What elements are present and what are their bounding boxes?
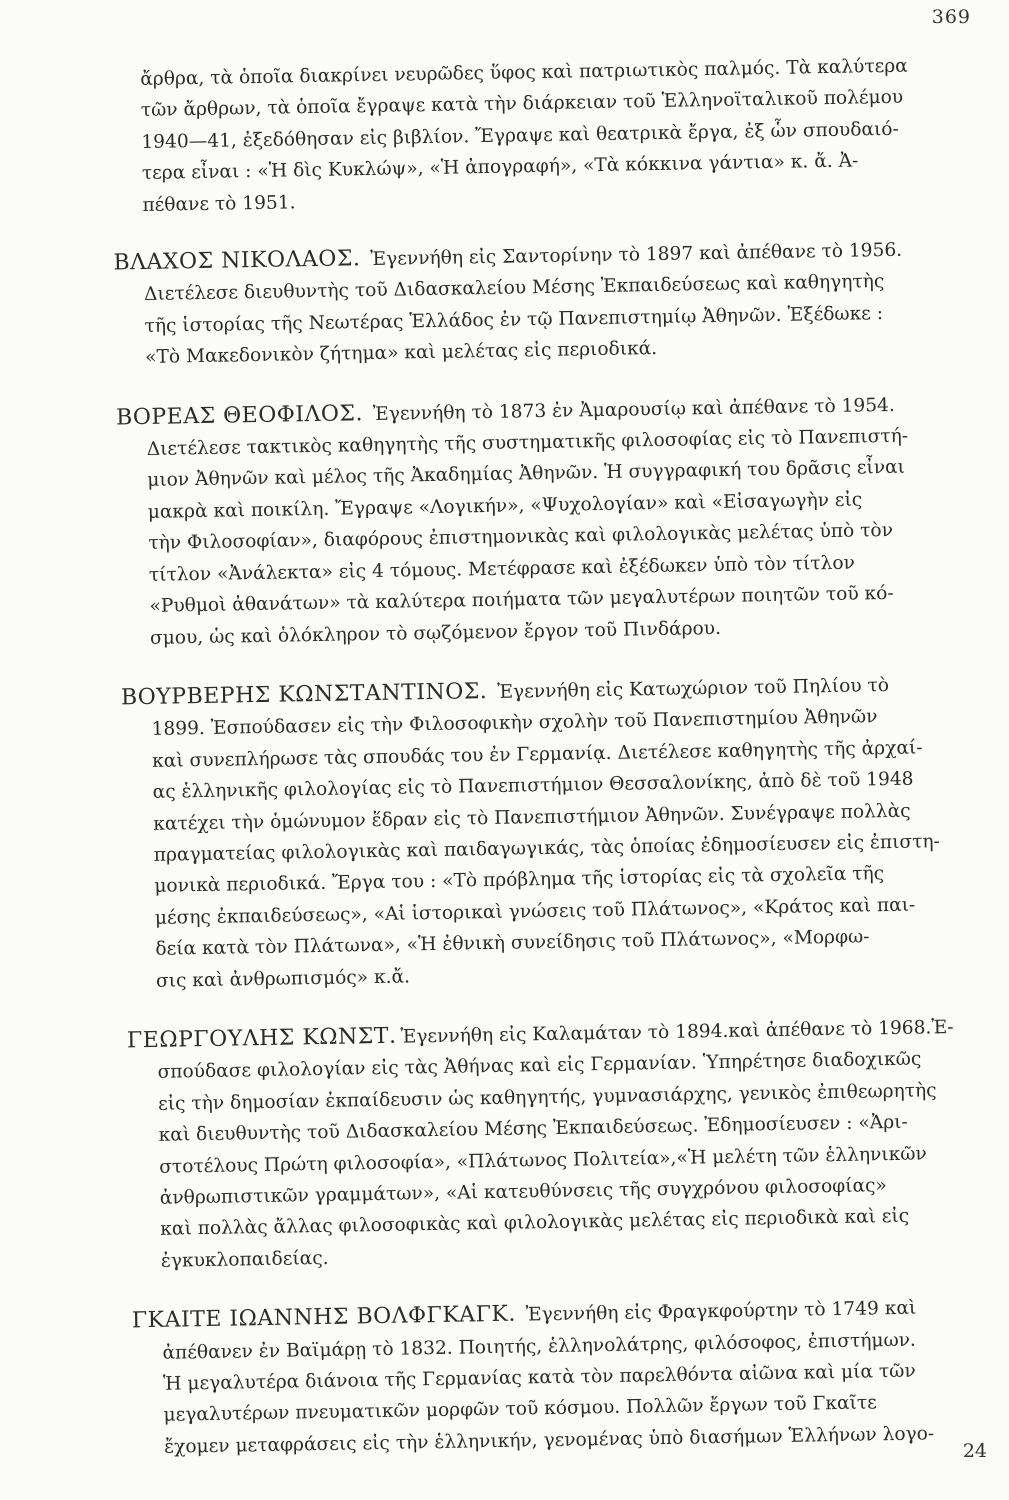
text-line: μέσης ἐκπαιδεύσεως», «Αἱ ἱστορικαὶ γνώσεις τοῦ Πλάτωνος», «Κράτος καὶ παι- bbox=[154, 894, 916, 929]
text-line: σπούδασε φιλολογίαν εἰς τὰς Ἀθήνας καὶ εἰς Γερμανίαν. Ὑπηρέτησε διαδοχικῶς bbox=[157, 1048, 922, 1084]
text-line: καὶ πολλὰς ἄλλας φιλοσοφικὰς καὶ φιλολογικὰς μελέτας εἰς περιοδικὰ καὶ εἰς bbox=[160, 1206, 910, 1241]
text-line: σμου, ὡς καὶ ὁλόκληρον τὸ σῳζόμενον ἔργον τοῦ Πινδάρου. bbox=[149, 617, 722, 649]
text-line: 1940—41, ἐξεδόθησαν εἰς βιβλίον. Ἔγραψε καὶ θεατρικὰ ἔργα, ἐξ ὧν σπουδαιό- bbox=[141, 118, 899, 153]
entry-vlachos bbox=[113, 232, 990, 373]
text-line: «Ρυθμοὶ ἀθανάτων» τὰ καλύτερα ποιήματα τῶν μεγαλυτέρων ποιητῶν τοῦ κό- bbox=[149, 583, 894, 618]
entry-intro: Ἐγεννήθη εἰς Καλαμάταν τὸ 1894.καὶ ἀπέθανε τὸ 1968.Ἐ- bbox=[400, 1016, 954, 1048]
entry-name: ΒΟΡΕΑΣ ΘΕΟΦΙΛΟΣ. bbox=[115, 400, 364, 431]
text-line: σις καὶ ἀνθρωπισμός» κ.ἄ. bbox=[155, 965, 411, 992]
text-line: ἄρθρα, τὰ ὁποῖα διακρίνει νευρῶδες ὕφος καὶ πατριωτικὸς παλμός. Τὰ καλύτερα bbox=[140, 55, 908, 90]
entry-vourveris bbox=[120, 667, 1001, 997]
text-line: τῆς ἱστορίας τῆς Νεωτέρας Ἑλλάδος ἐν τῷ Πανεπιστημίῳ Ἀθηνῶν. Ἐξέδωκε : bbox=[144, 302, 884, 337]
text-line: δεία κατὰ τὸν Πλάτωνα», «Ἡ ἐθνικὴ συνείδησις τοῦ Πλάτωνος», «Μορφω- bbox=[155, 926, 870, 961]
text-line: τίτλον «Ἀνάλεκτα» εἰς 4 τόμους. Μετέφρασε καὶ ἐξέδωκεν ὑπὸ τὸν τίτλον bbox=[148, 552, 856, 586]
text-line: «Τὸ Μακεδονικὸν ζήτημα» καὶ μελέτας εἰς περιοδικά. bbox=[144, 338, 658, 369]
text-line: ἀπέθανεν ἐν Βαϊμάρῃ τὸ 1832. Ποιητής, ἑλληνολάτρης, φιλόσοφος, ἐπιστήμων. bbox=[162, 1329, 917, 1364]
page-number: 369 bbox=[931, 6, 971, 28]
text-line: καὶ συνεπλήρωσε τὰς σπουδάς του ἐν Γερμανίᾳ. Διετέλεσε καθηγητὴς τῆς ἀρχαί- bbox=[151, 737, 923, 772]
entry-name: ΒΛΑΧΟΣ ΝΙΚΟΛΑΟΣ. bbox=[113, 246, 361, 276]
text-line: τερα εἶναι : «Ἡ δὶς Κυκλώψ», «Ἡ ἀπογραφή», «Τὰ κόκκινα γάντια» κ. ἄ. Ἀ- bbox=[141, 150, 859, 185]
entry-name: ΓΚΑΙΤΕ ΙΩΑΝΝΗΣ ΒΟΛΦΓΚΑΓΚ. bbox=[131, 1301, 517, 1334]
text-line: μιον Ἀθηνῶν καὶ μέλος τῆς Ἀκαδημίας Ἀθηνῶν. Ἡ συγγραφική του δρᾶσις εἶναι bbox=[147, 457, 906, 492]
text-line: ἔχομεν μεταφράσεις εἰς τὴν ἑλληνικήν, γενομένας ὑπὸ διασήμων Ἑλλήνων λογο- bbox=[163, 1423, 935, 1458]
signature-mark: 24 bbox=[962, 1440, 987, 1462]
text-line: 1899. Ἐσπούδασεν εἰς τὴν Φιλοσοφικὴν σχολὴν τοῦ Πανεπιστημίου Ἀθηνῶν bbox=[151, 706, 878, 741]
entry-voreas bbox=[115, 387, 995, 654]
text-line: μακρὰ καὶ ποικίλη. Ἔγραψε «Λογικήν», «Ψυχολογίαν» καὶ «Εἰσαγωγὴν εἰς bbox=[147, 489, 863, 523]
entry-intro: Ἐγεννήθη τὸ 1873 ἐν Ἀμαρουσίῳ καὶ ἀπέθανε τὸ 1954. bbox=[366, 394, 895, 425]
text-line: ἐγκυκλοπαιδείας. bbox=[160, 1247, 329, 1272]
text-line: τὴν Φιλοσοφίαν», διαφόρους ἐπιστημονικὰς καὶ φιλολογικὰς μελέτας ὑπὸ τὸν bbox=[148, 520, 894, 555]
text-line: τῶν ἄρθρων, τὰ ὁποῖα ἔγραψε κατὰ τὴν διάρκειαν τοῦ Ἑλληνοϊταλικοῦ πολέμου bbox=[140, 87, 904, 122]
entry-intro: Ἐγεννήθη εἰς Κατωχώριον τοῦ Πηλίου τὸ bbox=[491, 674, 890, 703]
text-line: πέθανε τὸ 1951. bbox=[142, 191, 296, 216]
continuation-paragraph bbox=[140, 49, 988, 221]
text-line: εἰς τὴν δημοσίαν ἐκπαίδευσιν ὡς καθηγητής, γυμνασιάρχης, γενικὸς ἐπιθεωρητὴς bbox=[157, 1080, 937, 1115]
text-line: Ἡ μεγαλυτέρα διάνοια τῆς Γερμανίας κατὰ τὸν παρελθόντα αἰῶνα καὶ μία τῶν bbox=[162, 1360, 916, 1395]
text-line: καὶ διευθυντὴς τοῦ Διδασκαλείου Μέσης Ἐκπαιδεύσεως. Ἐδημοσίευσεν : «Ἀρι- bbox=[158, 1111, 908, 1147]
entry-intro: Ἐγεννήθη εἰς Σαντορίνην τὸ 1897 καὶ ἀπέθανε τὸ 1956. bbox=[364, 239, 903, 271]
text-line: μονικὰ περιοδικά. Ἔργα του : «Τὸ πρόβλημα τῆς ἱστορίας εἰς τὰ σχολεῖα τῆς bbox=[154, 863, 885, 898]
entry-goethe bbox=[131, 1290, 1009, 1463]
text-line: μεγαλυτέρων πνευματικῶν μορφῶν τοῦ κόσμου. Πολλῶν ἔργων τοῦ Γκαῖτε bbox=[163, 1392, 877, 1427]
page-body bbox=[113, 49, 1009, 1463]
text-line: κατέχει τὴν ὁμώνυμον ἕδραν εἰς τὸ Πανεπιστήμιον Ἀθηνῶν. Συνέγραψε πολλὰς bbox=[153, 800, 911, 835]
entry-name: ΓΕΩΡΓΟΥΛΗΣ ΚΩΝΣΤ. bbox=[126, 1023, 397, 1054]
text-line: ας ἑλληνικῆς φιλολογίας εἰς τὸ Πανεπιστήμιον Θεσσαλονίκης, ἀπὸ δὲ τοῦ 1948 bbox=[152, 768, 914, 804]
entry-georgoulis bbox=[126, 1010, 1006, 1277]
text-line: Διετέλεσε τακτικὸς καθηγητὴς τῆς συστηματικῆς φιλοσοφίας εἰς τὸ Πανεπιστή- bbox=[146, 425, 909, 461]
entry-name: ΒΟΥΡΒΕΡΗΣ ΚΩΝΣΤΑΝΤΙΝΟΣ. bbox=[120, 678, 488, 711]
text-line: στοτέλους Πρώτη φιλοσοφία», «Πλάτωνος Πολιτεία»,«Ἡ μελέτη τῶν ἑλληνικῶν bbox=[159, 1143, 927, 1178]
text-line: Διετέλεσε διευθυντὴς τοῦ Διδασκαλείου Μέσης Ἐκπαιδεύσεως καὶ καθηγητὴς bbox=[143, 271, 885, 306]
text-line: πραγματείας φιλολογικὰς καὶ παιδαγωγικάς, τὰς ὁποίας ἐδημοσίευσεν εἰς ἐπιστη- bbox=[153, 831, 941, 866]
entry-intro: Ἐγεννήθη εἰς Φραγκφούρτην τὸ 1749 καὶ bbox=[519, 1297, 917, 1326]
text-line: ἀνθρωπιστικῶν γραμμάτων», «Αἱ κατευθύνσεις τῆς συγχρόνου φιλοσοφίας» bbox=[159, 1175, 888, 1209]
